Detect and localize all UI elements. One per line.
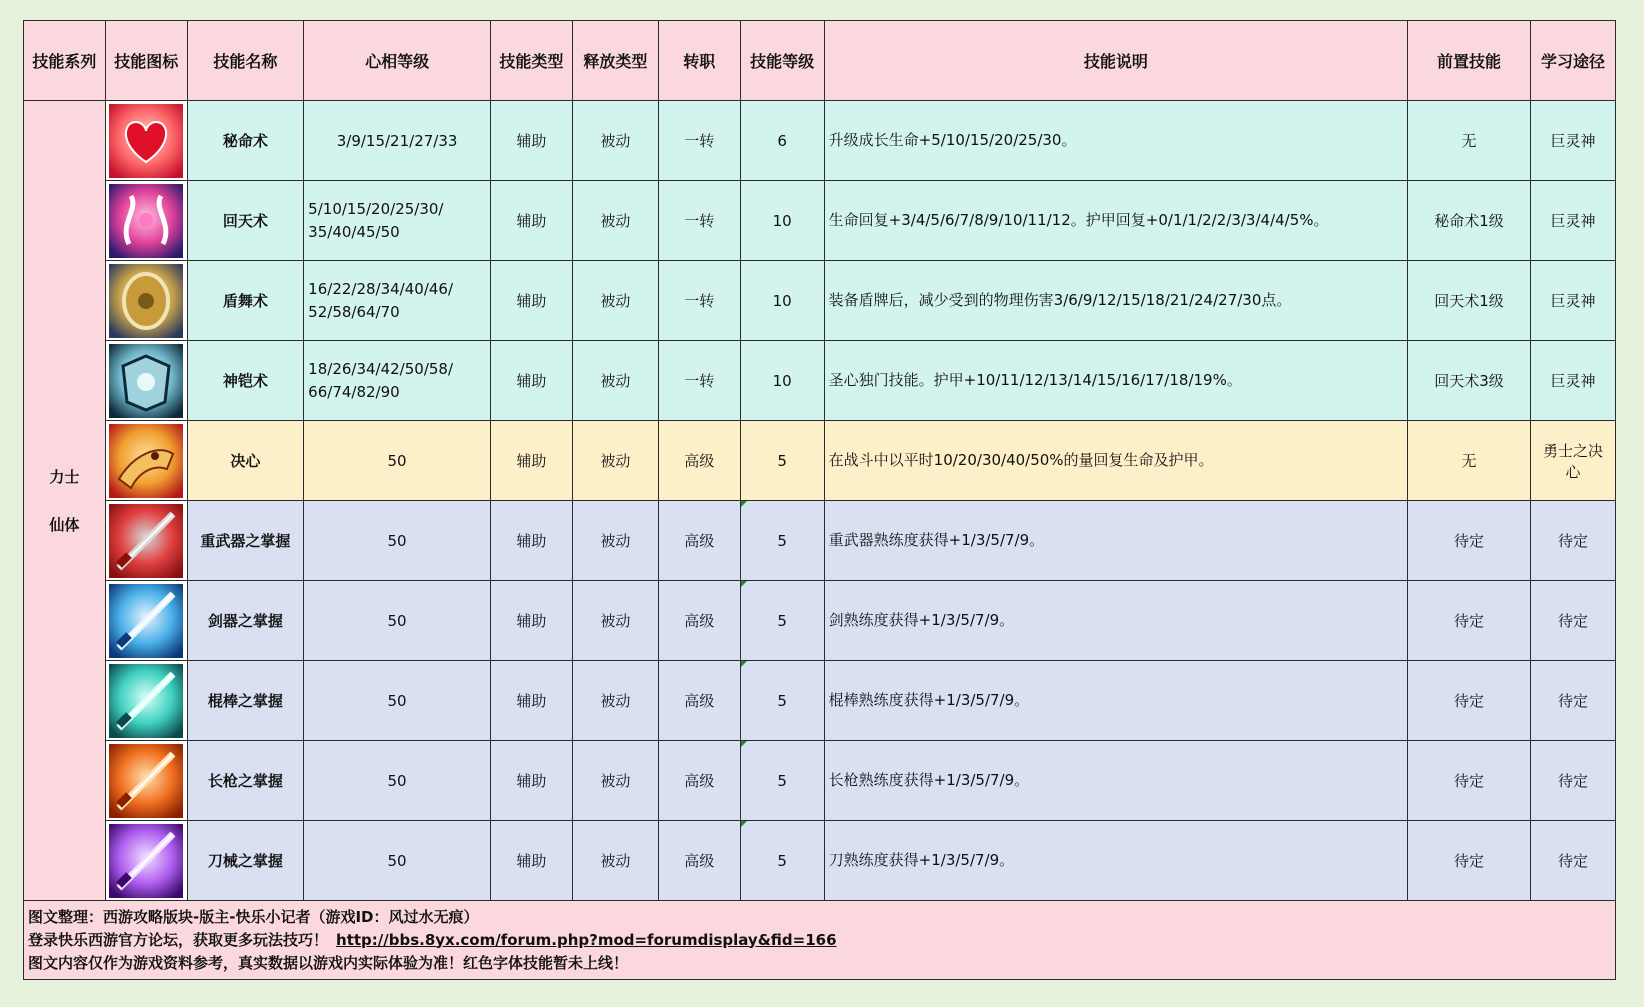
learn-source: 巨灵神 xyxy=(1530,261,1615,341)
skill-row xyxy=(24,341,1616,421)
prerequisite-skill: 待定 xyxy=(1408,661,1531,741)
header-level: 心相等级 xyxy=(304,21,491,101)
footer-row xyxy=(24,901,1616,980)
header-job: 转职 xyxy=(658,21,740,101)
header-name: 技能名称 xyxy=(187,21,303,101)
prerequisite-skill: 秘命术1级 xyxy=(1408,181,1531,261)
skill-row xyxy=(24,101,1616,181)
mind-level: 50 xyxy=(304,501,491,581)
prerequisite-skill: 回天术3级 xyxy=(1408,341,1531,421)
learn-source-line: 勇士之决 xyxy=(1542,441,1603,460)
release-type: 被动 xyxy=(572,741,658,821)
skill-icon-cell xyxy=(105,261,187,341)
learn-source-line: 心 xyxy=(1565,462,1581,481)
release-type: 被动 xyxy=(572,661,658,741)
job-tier: 高级 xyxy=(658,741,740,821)
release-type: 被动 xyxy=(572,501,658,581)
forum-link[interactable]: http://bbs.8yx.com/forum.php?mod=forumdisplay&fid=166 xyxy=(336,930,837,949)
mind-level: 50 xyxy=(304,581,491,661)
prerequisite-skill: 无 xyxy=(1408,101,1531,181)
header-series: 技能系列 xyxy=(24,21,106,101)
job-tier: 一转 xyxy=(658,341,740,421)
skill-type: 辅助 xyxy=(490,661,572,741)
job-tier: 高级 xyxy=(658,581,740,661)
mind-level: 50 xyxy=(304,661,491,741)
release-type: 被动 xyxy=(572,581,658,661)
skill-name: 神铠术 xyxy=(187,341,303,421)
mind-level-line: 16/22/28/34/40/46/ xyxy=(308,279,454,298)
prerequisite-skill: 回天术1级 xyxy=(1408,261,1531,341)
learn-source: 巨灵神 xyxy=(1530,341,1615,421)
skill-name: 回天术 xyxy=(187,181,303,261)
header-icon: 技能图标 xyxy=(105,21,187,101)
header-row xyxy=(24,21,1616,101)
skill-row xyxy=(24,821,1616,901)
skill-icon-cell xyxy=(105,341,187,421)
job-tier: 一转 xyxy=(658,101,740,181)
skill-icon-cell xyxy=(105,821,187,901)
header-skill-level: 技能等级 xyxy=(740,21,824,101)
learn-source: 待定 xyxy=(1530,821,1615,901)
series-line-2: 仙体 xyxy=(49,515,80,534)
footer-disclaimer: 图文内容仅作为游戏资料参考，真实数据以游戏内实际体验为准！红色字体技能暂未上线！ xyxy=(28,953,629,972)
learn-source: 待定 xyxy=(1530,741,1615,821)
staff-skill-icon xyxy=(109,664,183,738)
revival-skill-icon xyxy=(109,184,183,258)
skill-name: 剑器之掌握 xyxy=(187,581,303,661)
footer-forum xyxy=(28,929,1611,952)
mind-level xyxy=(304,341,491,421)
header-release: 释放类型 xyxy=(572,21,658,101)
skill-description: 剑熟练度获得+1/3/5/7/9。 xyxy=(824,581,1407,661)
mind-level xyxy=(304,261,491,341)
mind-level-line: 5/10/15/20/25/30/ xyxy=(308,199,444,218)
mind-level: 3/9/15/21/27/33 xyxy=(304,101,491,181)
skill-row xyxy=(24,181,1616,261)
skill-level: 6 xyxy=(740,101,824,181)
prerequisite-skill: 待定 xyxy=(1408,581,1531,661)
skill-type: 辅助 xyxy=(490,421,572,501)
skill-description: 棍棒熟练度获得+1/3/5/7/9。 xyxy=(824,661,1407,741)
skill-row xyxy=(24,421,1616,501)
learn-source: 巨灵神 xyxy=(1530,181,1615,261)
mind-level-line: 52/58/64/70 xyxy=(308,302,400,321)
skill-name: 盾舞术 xyxy=(187,261,303,341)
heavy-weapon-skill-icon xyxy=(109,504,183,578)
job-tier: 高级 xyxy=(658,821,740,901)
skill-description: 重武器熟练度获得+1/3/5/7/9。 xyxy=(824,501,1407,581)
skill-row xyxy=(24,581,1616,661)
skill-icon-cell xyxy=(105,181,187,261)
learn-source: 待定 xyxy=(1530,581,1615,661)
learn-source xyxy=(1530,421,1615,501)
release-type: 被动 xyxy=(572,181,658,261)
skill-level: 5 xyxy=(740,821,824,901)
release-type: 被动 xyxy=(572,261,658,341)
skill-description: 在战斗中以平时10/20/30/40/50%的量回复生命及护甲。 xyxy=(824,421,1407,501)
job-tier: 一转 xyxy=(658,261,740,341)
mind-level: 50 xyxy=(304,821,491,901)
divine-armor-skill-icon xyxy=(109,344,183,418)
skill-icon-cell xyxy=(105,101,187,181)
skill-type: 辅助 xyxy=(490,741,572,821)
shield-dance-skill-icon xyxy=(109,264,183,338)
header-type: 技能类型 xyxy=(490,21,572,101)
skill-description: 升级成长生命+5/10/15/20/25/30。 xyxy=(824,101,1407,181)
skill-rows xyxy=(24,101,1616,901)
release-type: 被动 xyxy=(572,421,658,501)
skill-description: 装备盾牌后，减少受到的物理伤害3/6/9/12/15/18/21/24/27/30点。 xyxy=(824,261,1407,341)
heart-skill-icon xyxy=(109,104,183,178)
skill-row xyxy=(24,261,1616,341)
skill-description: 圣心独门技能。护甲+10/11/12/13/14/15/16/17/18/19%。 xyxy=(824,341,1407,421)
skill-description: 刀熟练度获得+1/3/5/7/9。 xyxy=(824,821,1407,901)
skill-row xyxy=(24,741,1616,821)
skill-icon-cell xyxy=(105,501,187,581)
skill-icon-cell xyxy=(105,661,187,741)
skill-type: 辅助 xyxy=(490,821,572,901)
prerequisite-skill: 无 xyxy=(1408,421,1531,501)
skill-level: 5 xyxy=(740,421,824,501)
skill-name: 棍棒之掌握 xyxy=(187,661,303,741)
header-desc: 技能说明 xyxy=(824,21,1407,101)
sword-skill-icon xyxy=(109,584,183,658)
skill-type: 辅助 xyxy=(490,501,572,581)
learn-source: 待定 xyxy=(1530,501,1615,581)
job-tier: 高级 xyxy=(658,421,740,501)
skill-icon-cell xyxy=(105,741,187,821)
skill-name: 刀械之掌握 xyxy=(187,821,303,901)
skill-type: 辅助 xyxy=(490,341,572,421)
mind-level xyxy=(304,181,491,261)
skill-description: 长枪熟练度获得+1/3/5/7/9。 xyxy=(824,741,1407,821)
release-type: 被动 xyxy=(572,101,658,181)
skill-level: 5 xyxy=(740,661,824,741)
learn-source: 巨灵神 xyxy=(1530,101,1615,181)
skill-level: 5 xyxy=(740,501,824,581)
skill-row xyxy=(24,501,1616,581)
job-tier: 一转 xyxy=(658,181,740,261)
spear-skill-icon xyxy=(109,744,183,818)
skill-series xyxy=(24,101,106,901)
mind-level: 50 xyxy=(304,421,491,501)
mind-level-line: 35/40/45/50 xyxy=(308,222,400,241)
prerequisite-skill: 待定 xyxy=(1408,741,1531,821)
prerequisite-skill: 待定 xyxy=(1408,501,1531,581)
job-tier: 高级 xyxy=(658,501,740,581)
footer-notes xyxy=(24,901,1616,980)
release-type: 被动 xyxy=(572,821,658,901)
job-tier: 高级 xyxy=(658,661,740,741)
mind-level-line: 18/26/34/42/50/58/ xyxy=(308,359,454,378)
skill-type: 辅助 xyxy=(490,581,572,661)
skill-type: 辅助 xyxy=(490,261,572,341)
skill-level: 5 xyxy=(740,741,824,821)
skill-row xyxy=(24,661,1616,741)
skill-name: 长枪之掌握 xyxy=(187,741,303,821)
mind-level-line: 66/74/82/90 xyxy=(308,382,400,401)
skill-name: 重武器之掌握 xyxy=(187,501,303,581)
header-learn: 学习途径 xyxy=(1530,21,1615,101)
skill-description: 生命回复+3/4/5/6/7/8/9/10/11/12。护甲回复+0/1/1/2/2/3/3/4/4/5%。 xyxy=(824,181,1407,261)
skill-type: 辅助 xyxy=(490,101,572,181)
footer-credit: 图文整理：西游攻略版块-版主-快乐小记者（游戏ID：风过水无痕） xyxy=(28,907,479,926)
skill-name: 秘命术 xyxy=(187,101,303,181)
skill-type: 辅助 xyxy=(490,181,572,261)
skill-level: 10 xyxy=(740,181,824,261)
skill-table xyxy=(23,20,1616,980)
header-prerequisite: 前置技能 xyxy=(1408,21,1531,101)
footer-forum-text: 登录快乐西游官方论坛，获取更多玩法技巧！ xyxy=(28,930,329,949)
skill-level: 10 xyxy=(740,341,824,421)
skill-level: 5 xyxy=(740,581,824,661)
blade-skill-icon xyxy=(109,824,183,898)
release-type: 被动 xyxy=(572,341,658,421)
skill-level: 10 xyxy=(740,261,824,341)
skill-name: 决心 xyxy=(187,421,303,501)
skill-icon-cell xyxy=(105,421,187,501)
learn-source: 待定 xyxy=(1530,661,1615,741)
series-line-1: 力士 xyxy=(49,467,80,486)
skill-icon-cell xyxy=(105,581,187,661)
prerequisite-skill: 待定 xyxy=(1408,821,1531,901)
resolve-skill-icon xyxy=(109,424,183,498)
mind-level: 50 xyxy=(304,741,491,821)
